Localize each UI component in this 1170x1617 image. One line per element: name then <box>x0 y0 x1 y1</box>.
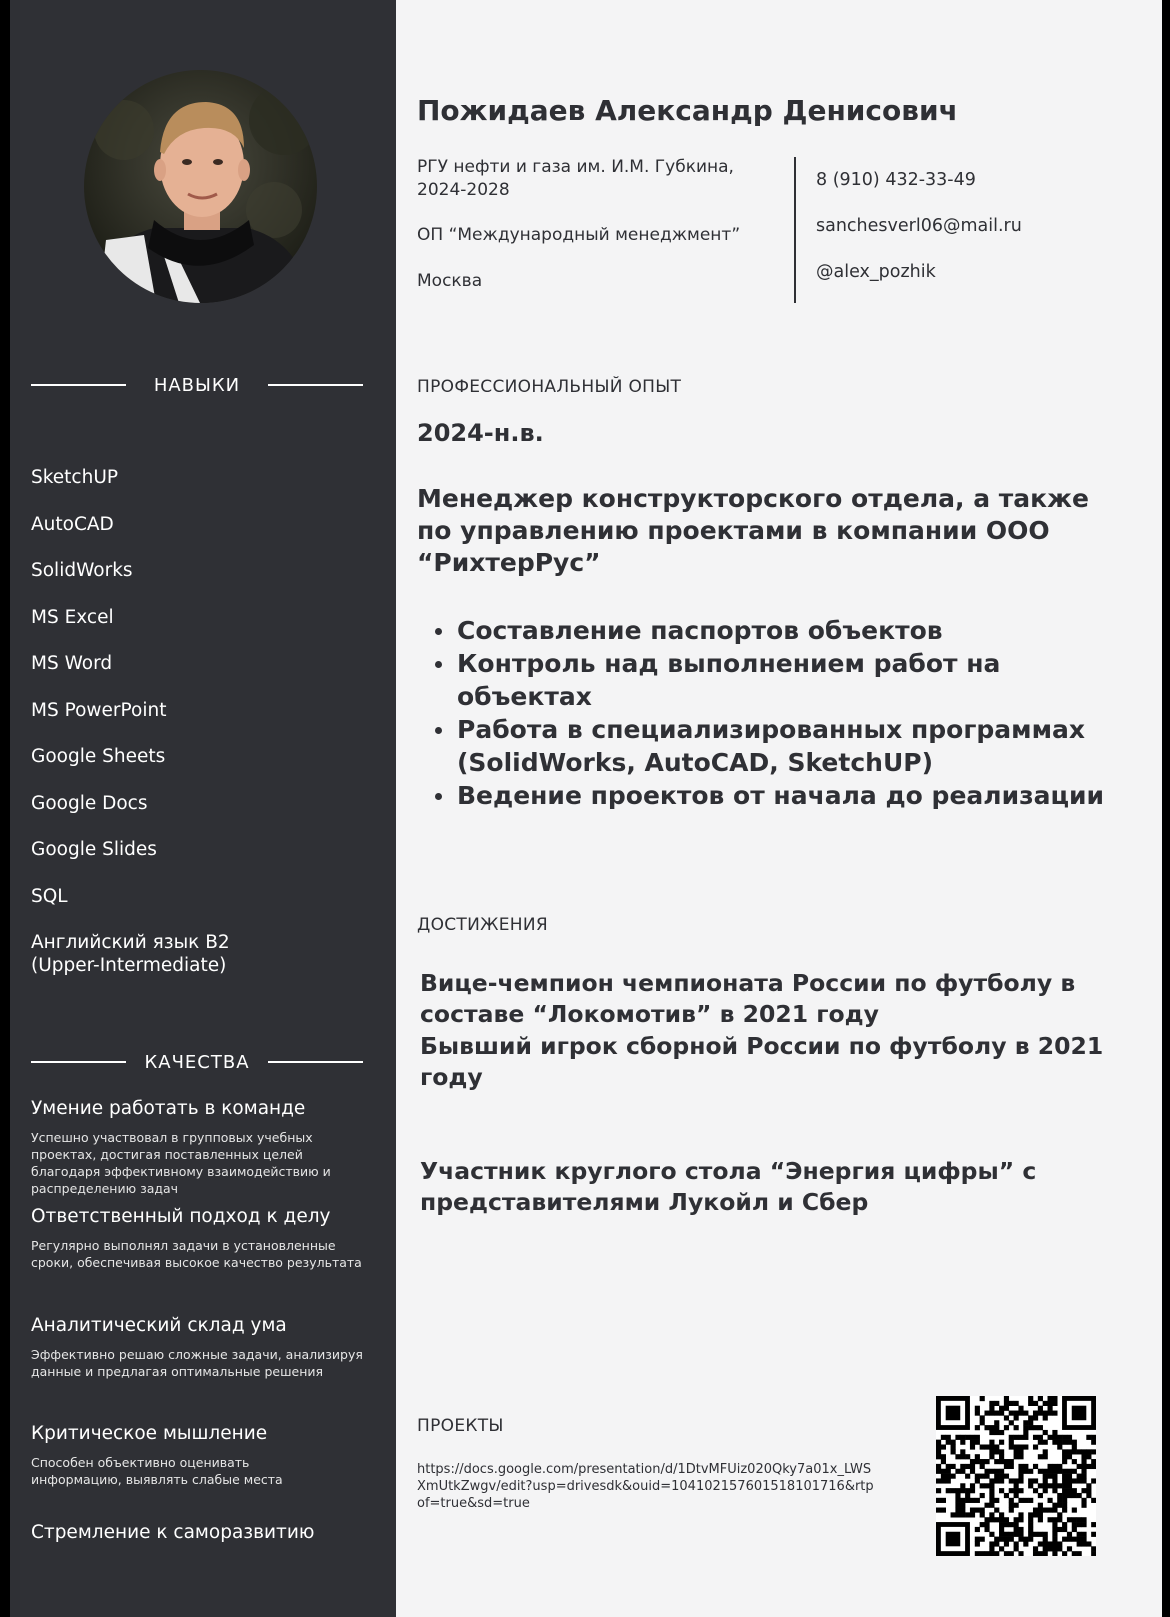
skill-item: MS PowerPoint <box>31 699 167 721</box>
main-content <box>396 0 1162 1617</box>
city: Москва <box>417 271 483 291</box>
quality-description: Способен объективно оценивать информацию, выявлять слабые места <box>31 1455 283 1487</box>
skill-item: MS Excel <box>31 606 114 628</box>
sidebar <box>10 0 396 1617</box>
achievement-item: Вице-чемпион чемпионата России по футболу в составе “Локомотив” в 2021 году <box>420 969 1076 1028</box>
quality-title: Ответственный подход к делу <box>31 1206 331 1227</box>
quality-description: Регулярно выполнял задачи в установленные сроки, обеспечивая высокое качество результата <box>31 1238 362 1270</box>
quality-item <box>31 1423 371 1522</box>
qualities-list <box>31 1098 371 1544</box>
quality-title: Умение работать в команде <box>31 1098 306 1119</box>
achievement-item: Участник круглого стола “Энергия цифры” с представителями Лукойл и Сбер <box>420 1157 1037 1216</box>
qualities-heading-label: КАЧЕСТВА <box>144 1051 250 1073</box>
qr-code <box>936 1396 1096 1556</box>
phone[interactable]: 8 (910) 432-33-49 <box>816 170 976 190</box>
quality-description: Эффективно решаю сложные задачи, анализируя данные и предлагая оптимальные решения <box>31 1347 363 1379</box>
profile-photo <box>84 70 317 303</box>
email[interactable]: sanchesverl06@mail.ru <box>816 216 1022 236</box>
program: ОП “Международный менеджмент” <box>417 225 741 245</box>
experience-heading: ПРОФЕССИОНАЛЬНЫЙ ОПЫТ <box>417 377 682 397</box>
skill-item: Google Sheets <box>31 746 166 767</box>
duty-item: Ведение проектов от начала до реализации <box>457 779 1137 812</box>
skill-item: AutoCAD <box>31 513 114 535</box>
duty-item: Составление паспортов объектов <box>457 614 1137 647</box>
experience-period: 2024-н.в. <box>417 419 544 447</box>
contacts <box>816 168 1022 306</box>
quality-description: Успешно участвовал в групповых учебных проектах, достигая поставленных целей благодаря эффективному взаимодействию и распределению задач <box>31 1130 331 1196</box>
skills-heading <box>31 375 363 395</box>
divider-line <box>268 384 363 386</box>
telegram-handle[interactable]: @alex_pozhik <box>816 262 936 282</box>
qualities-heading <box>31 1052 363 1072</box>
achievements-heading: ДОСТИЖЕНИЯ <box>417 915 548 935</box>
vertical-divider <box>794 157 796 303</box>
divider-line <box>31 384 126 386</box>
university: РГУ нефти и газа им. И.М. Губкина, 2024-2028 <box>417 157 734 200</box>
skill-item: SolidWorks <box>31 560 133 581</box>
duty-item: Контроль над выполнением работ на объектах <box>457 647 1137 713</box>
quality-item <box>31 1522 371 1544</box>
projects-heading: ПРОЕКТЫ <box>417 1416 504 1436</box>
quality-item <box>31 1206 371 1315</box>
quality-title: Аналитический склад ума <box>31 1315 287 1336</box>
skill-item: Google Slides <box>31 839 157 860</box>
skill-item: MS Word <box>31 653 113 674</box>
duty-item: Работа в специализированных программах (SolidWorks, AutoCAD, SketchUP) <box>457 713 1137 779</box>
skills-list <box>31 466 291 978</box>
divider-line <box>268 1061 363 1063</box>
quality-title: Критическое мышление <box>31 1423 268 1444</box>
skills-heading-label: НАВЫКИ <box>153 374 241 396</box>
quality-title: Стремление к саморазвитию <box>31 1522 315 1543</box>
skill-item: SketchUP <box>31 467 119 488</box>
person-name: Пожидаев Александр Денисович <box>417 94 958 127</box>
divider-line <box>31 1061 126 1063</box>
skill-item: Английский язык B2 (Upper-Intermediate) <box>31 932 230 976</box>
quality-item <box>31 1315 371 1423</box>
resume-page <box>10 0 1162 1617</box>
skill-item: Google Docs <box>31 792 148 814</box>
duties-list <box>417 614 1137 812</box>
education-info <box>417 156 787 293</box>
project-link[interactable]: https://docs.google.com/presentation/d/1DtvMFUiz020Qky7a01x_LWSXmUtkZwgv/edit?usp=drivesdk&ouid=104102157601518101716&rtpof=true&sd=true <box>417 1462 874 1511</box>
achievement-item: Бывший игрок сборной России по футболу в 2021 году <box>420 1032 1104 1091</box>
skill-item: SQL <box>31 885 68 907</box>
job-title: Менеджер конструкторского отдела, а также по управлению проектами в компании ООО “РихтерРус” <box>417 484 1089 577</box>
quality-item <box>31 1098 371 1206</box>
